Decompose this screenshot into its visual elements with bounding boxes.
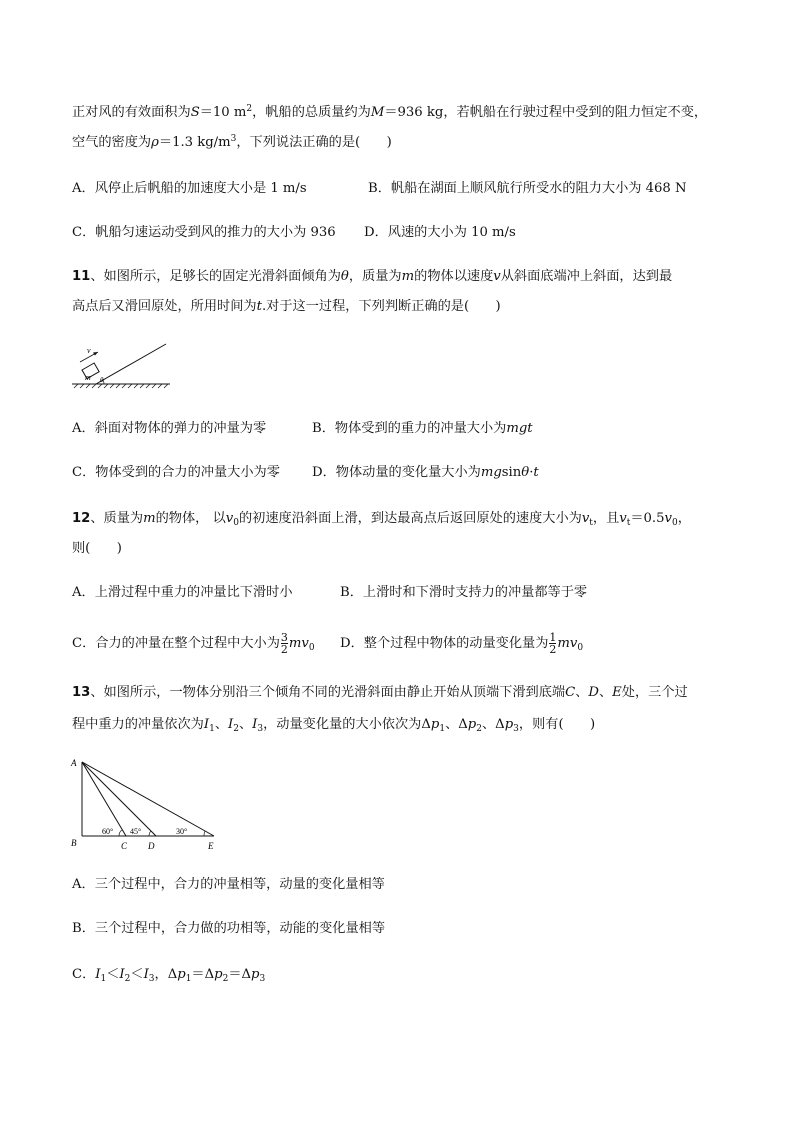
label-B: B: [71, 838, 77, 848]
q11-stem-line1: 11、如图所示，足够长的固定光滑斜面倾角为θ，质量为m的物体以速度v从斜面底端冲上斜面，达到最: [72, 269, 673, 284]
q10-option-d: D．风速的大小为 10 m/s: [364, 225, 516, 240]
q11-incline-figure: [68, 340, 172, 392]
q13-option-a: A．三个过程中，合力的冲量相等，动量的变化量相等: [72, 877, 385, 892]
fraction-1-2: $\frac{1}{2}$: [549, 631, 557, 656]
velocity-arrowhead: [93, 352, 98, 356]
q10-stem-line2: 空气的密度为ρ＝1.3 $kg/m^3$，下列说法正确的是( ): [72, 134, 392, 150]
label-E: E: [208, 841, 214, 851]
velocity-label: v: [87, 346, 91, 355]
angle-label: θ: [100, 376, 104, 384]
q11-stem-line2: 高点后又滑回原处，所用时间为t.对于这一过程，下列判断正确的是( ): [72, 299, 501, 314]
q12-stem-line2: 则( ): [72, 541, 122, 556]
q13-stem-line1: 13、如图所示，一物体分别沿三个倾角不同的光滑斜面由静止开始从顶端下滑到底端C、D、E处，三个过: [72, 685, 688, 700]
q12-stem-line1: 12、质量为m的物体， 以$v_0$的初速度沿斜面上滑，到达最高点后返回原处的速度大小为$v_t$，且$v_t=0.5v_0$，: [72, 511, 691, 528]
q11-option-d: D．物体动量的变化量大小为mgsinθ·t: [312, 465, 539, 480]
q10-stem-line1: 正对风的有效面积为S＝10 $m^2$，帆船的总质量约为M＝936 kg，若帆船在行驶过程中受到的阻力恒定不变，: [72, 104, 708, 120]
arc-45: [149, 831, 151, 836]
q10-option-b: B．帆船在湖面上顺风航行所受水的阻力大小为 468 N: [368, 181, 687, 196]
label-C: C: [121, 841, 128, 851]
q12-option-b: B．上滑时和下滑时支持力的冲量都等于零: [340, 585, 588, 600]
incline-surface: [96, 344, 166, 384]
fraction-3-2: $\frac{3}{2}$: [280, 631, 288, 656]
q11-option-a: A．斜面对物体的弹力的冲量为零: [72, 421, 267, 436]
ground-hatch: [74, 384, 168, 388]
q12-option-d: D．整个过程中物体的动量变化量为 $\frac{1}{2}$ $mv_0$: [340, 631, 584, 656]
q13-option-c: C．$I_1<I_2<I_3$，$\Delta p_1=\Delta p_2=\Delta p_3$: [72, 967, 266, 984]
label-A: A: [71, 758, 77, 768]
angle-60: 60°: [102, 827, 114, 836]
arc-30: [204, 831, 205, 836]
block-label-m: m: [85, 373, 91, 382]
incline-AE: [82, 762, 214, 836]
q12-option-c: C．合力的冲量在整个过程中大小为 $\frac{3}{2}$ $mv_0$: [72, 631, 315, 656]
q12-option-a: A．上滑过程中重力的冲量比下滑时小: [72, 585, 293, 600]
q13-inclines-figure: [66, 754, 226, 854]
q11-option-b: B．物体受到的重力的冲量大小为mgt: [312, 421, 533, 436]
q13-option-b: B．三个过程中，合力做的功相等，动能的变化量相等: [72, 921, 386, 936]
q10-option-c: C．帆船匀速运动受到风的推力的大小为 936: [72, 225, 336, 240]
angle-30: 30°: [176, 827, 188, 836]
arc-60: [119, 830, 122, 836]
q13-stem-line2: 程中重力的冲量依次为$I_1$、$I_2$、$I_3$，动量变化量的大小依次为$\Delta p_1$、$\Delta p_2$、$\Delta p_3$，则有( ): [72, 717, 596, 734]
q10-option-a: A．风停止后帆船的加速度大小是 1 m/s: [72, 181, 307, 196]
label-D: D: [148, 841, 155, 851]
q11-option-c: C．物体受到的合力的冲量大小为零: [72, 465, 280, 480]
angle-45: 45°: [130, 827, 142, 836]
